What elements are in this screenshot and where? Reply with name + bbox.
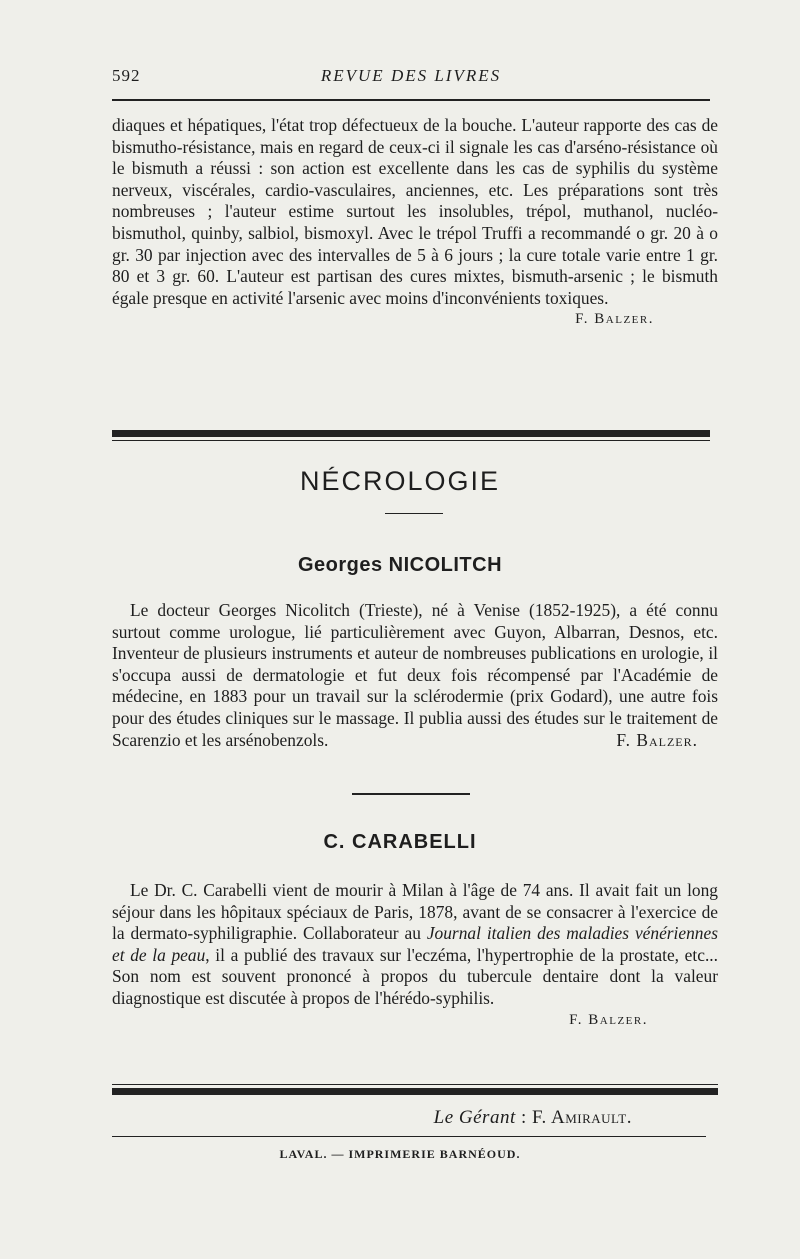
running-title: REVUE DES LIVRES — [320, 66, 502, 85]
section-double-rule-thin — [112, 440, 710, 441]
running-header — [112, 66, 710, 90]
section-double-rule-thick — [112, 430, 710, 437]
obituary-2-text-before: Le Dr. C. Carabelli vient de mourir à Milan à l'âge de 74 ans. Il avait fait un long séjour dans les hôpitaux spéciaux de Paris, 1878, avant de se consacrer à l'exercice de la dermato-syphiligraphie. Collaborateur au — [112, 880, 718, 944]
gerant-name: : F. Amirault. — [515, 1107, 632, 1128]
obituary-2-signature: F. Balzer. — [569, 1011, 648, 1028]
title-ornament-rule — [385, 513, 443, 514]
obituary-1-name: Georges NICOLITCH — [297, 554, 503, 576]
obituary-2-text — [112, 880, 718, 1010]
obituary-2-name: C. CARABELLI — [323, 831, 477, 853]
header-rule — [112, 99, 710, 101]
review-signature: F. Balzer. — [575, 311, 654, 328]
gerant-rule — [112, 1136, 706, 1137]
obituary-1-text — [112, 600, 718, 751]
journal-title: Journal italien des maladies vénériennes et de la peau — [112, 923, 718, 965]
obituary-1-body: Le docteur Georges Nicolitch (Trieste), né à Venise (1852-1925), a été connu surtout comme urologue, lié particulièrement avec Guyon, Albarran, Desnos, etc. Inventeur de plusieurs instruments et auteur de nombreuses publications en urologie, il s'occupa aussi de dermatologie et fut deux fois récompensé par l'Académie de médecine, en 1883 pour un travail sur la sclérodermie (prix Godard), une autre fois pour des études cliniques sur le massage. Il publia aussi des études sur le traitement de Scarenzio et les arsénobenzols. — [112, 600, 718, 750]
obituary-2-text-after: , il a publié des travaux sur l'eczéma, l'hypertrophie de la prostate, etc... Son nom est souvent prononcé à propos du tubercule dentaire dont la valeur diagnostique est discutée à propos de l'hérédo-syphilis. — [112, 944, 718, 1008]
footer-rule-thick — [112, 1088, 718, 1095]
gerant-line — [112, 1107, 632, 1129]
obituary-separator — [352, 793, 470, 795]
printer-imprint: LAVAL. — IMPRIMERIE BARNÉOUD. — [279, 1147, 521, 1161]
review-text — [112, 115, 718, 330]
page-number: 592 — [112, 66, 141, 85]
obituary-1-signature: F. Balzer. — [616, 729, 698, 750]
obituary-1 — [112, 600, 718, 751]
review-paragraph: diaques et hépatiques, l'état trop défectueux de la bouche. L'auteur rapporte des cas de bismutho-résistance, mais en regard de ceux-ci il signale les cas d'arséno-résistance où le bismuth a réussi : son action est excellente dans les cas de syphilis du système nerveux, viscérales, cardio-vasculaires, anciennes, etc. Les préparations sont très nombreuses ; l'auteur estime surtout les insolubles, trépol, muthanol, nucléo-bismuthol, quinby, salbiol, bismoxyl. Avec le trépol Truffi a recommandé o gr. 20 à o gr. 30 par injection avec des intervalles de 5 à 6 jours ; la cure totale varie entre 1 gr. 80 et 3 gr. 60. L'auteur est partisan des cures mixtes, bismuth-arsenic ; le bismuth égale presque en activité l'arsenic avec moins d'inconvénients toxiques. — [112, 115, 718, 308]
section-title: NÉCROLOGIE — [299, 466, 501, 496]
gerant-label: Le Gérant — [433, 1107, 516, 1128]
footer-rule-thin — [112, 1084, 718, 1085]
obituary-2 — [112, 880, 718, 1031]
